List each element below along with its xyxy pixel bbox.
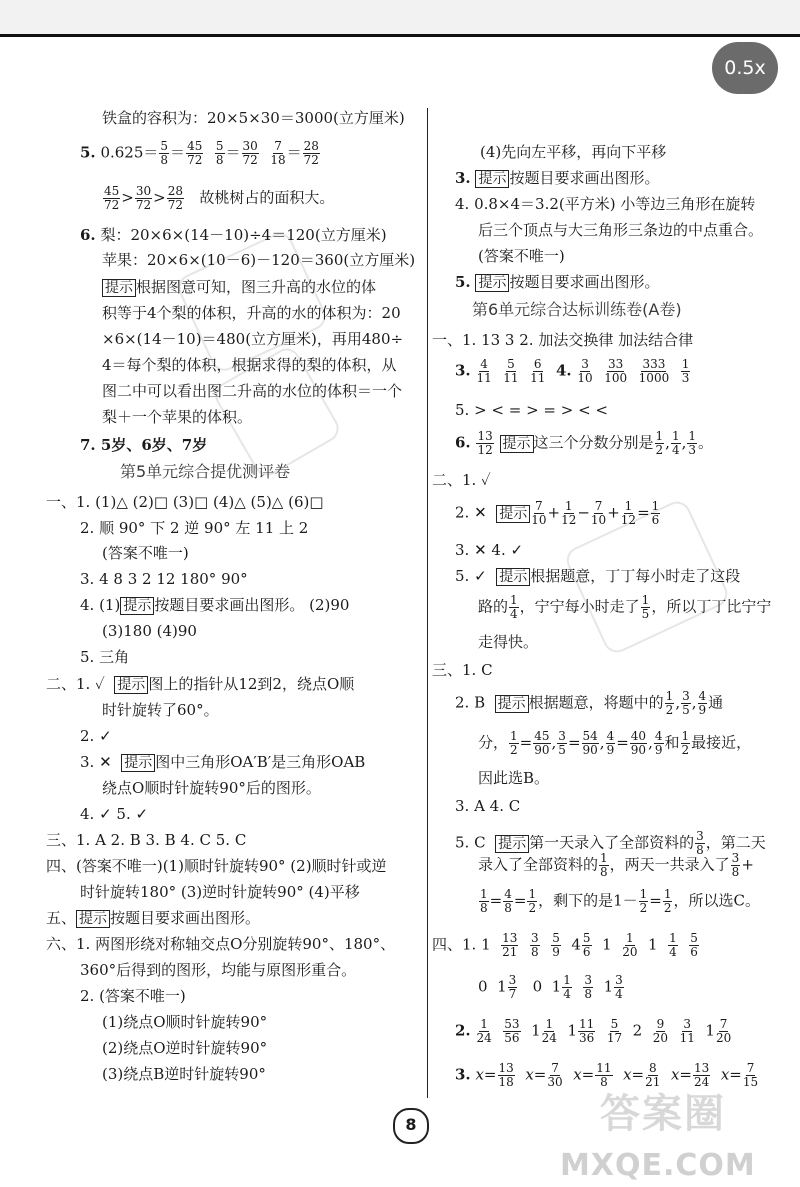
answer-line: 3. 4 8 3 2 12 180° 90° [80,570,248,588]
watermark-logo: 答案圈 [600,1091,726,1137]
answer-line: 4＝每个梨的体积，根据求得的梨的体积，从 [102,356,397,374]
answer-q5: 5. 0.625＝ $\frac{5}{8}$ ＝ $\frac{45}{72}$ $\frac{5}{8}$ ＝ $\frac{30}{72}$ $\frac{7}{18}$ ＝ $\frac{28}{72}$ [80,139,319,167]
answer-line: 3. A 4. C [455,797,521,815]
answer-line: (4)先向左平移，再向下平移 [480,143,667,161]
answer-line: (3)绕点B逆时针旋转90° [102,1065,266,1083]
answer-hint: 提示 根据图意可知，图三升高的水位的体 [102,277,376,298]
answer-line: 四、(答案不唯一)(1)顺时针旋转90° (2)顺时针或逆 [46,857,387,875]
answer-line: 5. 三角 [80,648,130,666]
answer-line: 4. ✓ 5. ✓ [80,805,149,823]
answer-line: (2)绕点O逆时针旋转90° [102,1039,268,1057]
answer-fractions: 3. x= $\frac{13}{18}$ x= $\frac{7}{30}$ x= $\frac{11}{8}$ x= $\frac{8}{21}$ x= $\frac{13}{24}$ x= $\frac{7}{15}$ [455,1061,759,1089]
answer-line: 梨＋一个苹果的体积。 [102,408,253,426]
answer-line: (3)180 (4)90 [102,622,197,640]
answer-line: 六、1. 两图形绕对称轴交点O分别旋转90°、180°、 [46,935,396,953]
answer-line: 图二中可以看出图二升高的水位的体积＝一个 [102,382,403,400]
answer-line: 3. ✕ 4. ✓ [455,541,524,559]
answer-line: $\frac{1}{8}$ = $\frac{4}{8}$ = $\frac{1}{2}$ ，剩下的是1－ $\frac{1}{2}$ = $\frac{1}{2}$ ，所以选C。 [480,887,760,915]
answer-line: 分， $\frac{1}{2}$ = $\frac{45}{90}$ , $\frac{3}{5}$ = $\frac{54}{90}$ , $\frac{4}{9}$ = $\frac{40}{90}$ , $\frac{4}{9}$ 和 $\frac{1}{2}$ 最接近， [478,729,752,757]
answer-line: 时针旋转180° (3)逆时针旋转90° (4)平移 [80,883,360,901]
answer-line: 360°后得到的图形，均能与原图形重合。 [80,961,357,979]
answer-line: 一、1. 13 3 2. 加法交换律 加法结合律 [432,331,694,349]
answer-q7: 7. 5岁、6岁、7岁 [80,436,208,454]
answer-q6: 6. 梨：20×6×(14－10)÷4＝120(立方厘米) [80,226,387,244]
answer-line: ×6×(14－10)＝480(立方厘米)，再用480÷ [102,330,404,348]
answer-line: 时针旋转了60°。 [102,701,219,719]
answer-line: 因此选B。 [478,769,550,787]
answer-line: 路的 $\frac{1}{4}$ ，宁宁每小时走了 $\frac{1}{5}$ ，所以丁丁比宁宁 [478,593,772,621]
answer-line: 2. (答案不唯一) [80,987,186,1005]
top-rule [0,34,800,37]
answer-hint: 二、1. ✓ 提示 图上的指针从12到2，绕点O顺 [46,675,355,693]
answer-fractions: 四、1. 1 $\frac{13}{21}$ $\frac{3}{8}$ $\frac{5}{9}$ 4 $\frac{5}{6}$ 1 $\frac{1}{20}$ 1 $\frac{1}{4}$ $\frac{5}{6}$ [432,931,698,959]
answer-q5-compare: $\frac{45}{72}$ > $\frac{30}{72}$ > $\frac{28}{72}$ 故桃树占的面积大。 [104,184,335,212]
answer-hint: 5. 提示 按题目要求画出图形。 [455,273,660,291]
zoom-badge[interactable]: 0.5x [712,42,778,94]
section-title-unit5: 第5单元综合提优测评卷 [120,462,291,481]
answer-hint: 2. B 提示 根据题意，将题中的 $\frac{1}{2}$ , $\frac{3}{5}$ , $\frac{4}{9}$ 通 [455,689,724,717]
answer-line: 2. 顺 90° 下 2 逆 90° 左 11 上 2 [80,519,309,537]
answer-line: 三、1. C [432,661,493,679]
answer-line: (1)绕点O顺时针旋转90° [102,1013,268,1031]
answer-hint: 五、 提示 按题目要求画出图形。 [46,909,261,927]
answer-hint: 2. ✕ 提示 $\frac{7}{10}$ + $\frac{1}{12}$ − $\frac{7}{10}$ + $\frac{1}{12}$ = $\frac{1}{6}$ [455,499,660,527]
answer-line: 后三个顶点与大三角形三条边的中点重合。 [478,221,764,239]
answer-line: 5. > < = > = > < < [455,401,609,419]
answer-fractions: 0 1 $\frac{3}{7}$ 0 1 $\frac{1}{4}$ $\frac{3}{8}$ 1 $\frac{3}{4}$ [478,973,623,1001]
answer-line: 铁盒的容积为：20×5×30＝3000(立方厘米) [102,109,405,127]
answer-hint: 5. C 提示 第一天录入了全部资料的 $\frac{3}{8}$ ，第二天 [455,829,766,857]
answer-fractions: 2. $\frac{1}{24}$ $\frac{53}{56}$ 1 $\frac{1}{24}$ 1 $\frac{11}{36}$ $\frac{5}{17}$ 2 $\frac{9}{20}$ $\frac{3}{11}$ 1 $\frac{7}{20}$ [455,1017,732,1045]
column-divider [427,108,428,1098]
answer-line: 二、1. ✓ [432,471,491,489]
answer-line: 4. 0.8×4＝3.2(平方米) 小等边三角形在旋转 [455,195,756,213]
watermark-url: MXQE.COM [560,1148,756,1183]
answer-line: 走得快。 [478,633,539,651]
answer-hint: 3. ✕ 提示 图中三角形OA′B′是三角形OAB [80,753,366,771]
answer-hint: 4. (1) 提示 按题目要求画出图形。 (2)90 [80,596,350,614]
answer-hint: 6. $\frac{13}{12}$ 提示 这三个分数分别是 $\frac{1}{2}$ , $\frac{1}{4}$ , $\frac{1}{3}$ 。 [455,429,714,457]
answer-fractions: 3. $\frac{4}{11}$ $\frac{5}{11}$ $\frac{6}{11}$ 4. $\frac{3}{10}$ $\frac{33}{100}$ $\frac{333}{1000}$ $\frac{1}{3}$ [455,357,690,385]
answer-line: (答案不唯一) [478,247,565,265]
answer-line: 一、1. (1)△ (2)□ (3)□ (4)△ (5)△ (6)□ [46,493,324,511]
page-number: 8 [393,1108,429,1144]
answer-line: (答案不唯一) [102,544,189,562]
answer-hint: 3. 提示 按题目要求画出图形。 [455,169,660,187]
answer-line: 录入了全部资料的 $\frac{1}{8}$ ，两天一共录入了 $\frac{3}{8}$ + [478,851,754,879]
answer-hint: 5. ✓ 提示 根据题意，丁丁每小时走了这段 [455,567,741,585]
answer-line: 绕点O顺时针旋转90°后的图形。 [102,779,321,797]
top-bar [0,0,800,34]
answer-line: 三、1. A 2. B 3. B 4. C 5. C [46,831,247,849]
answer-line: 苹果：20×6×(10－6)－120＝360(立方厘米) [102,251,416,269]
answer-line: 积等于4个梨的体积，升高的水的体积为：20 [102,304,401,322]
section-title-unit6: 第6单元综合达标训练卷(A卷) [472,300,682,319]
answer-line: 2. ✓ [80,727,112,745]
